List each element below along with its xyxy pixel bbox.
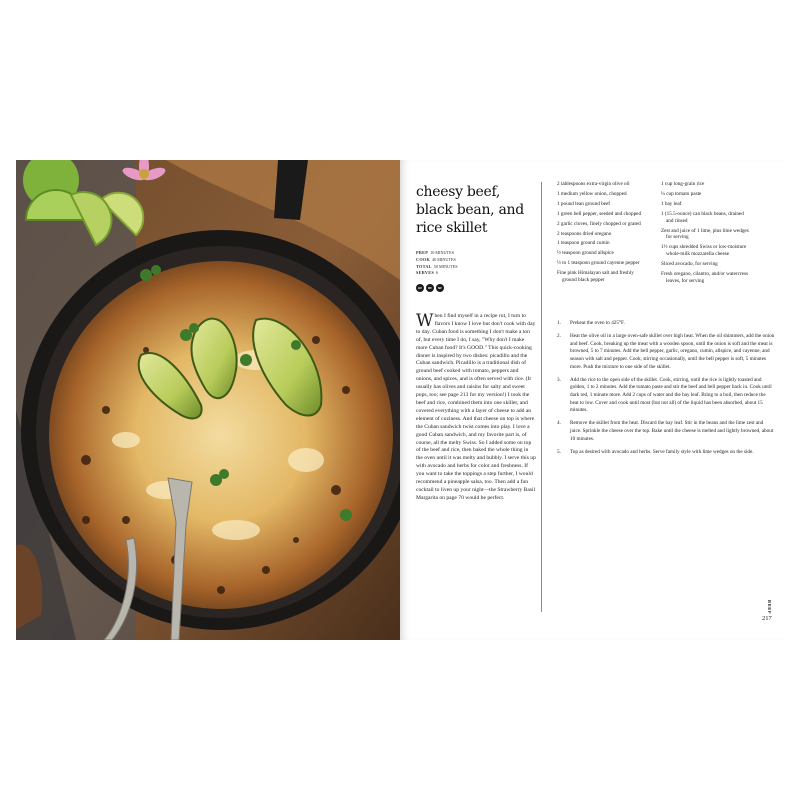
total-time: TOTAL 50 MINUTES xyxy=(416,263,458,269)
step xyxy=(557,333,775,371)
page-number: 217 xyxy=(762,615,772,622)
step-number: 2. xyxy=(557,333,561,340)
dropcap: W xyxy=(416,311,434,331)
food-photo xyxy=(16,160,400,640)
dietary-badges xyxy=(416,284,444,292)
step-text: Top as desired with avocado and herbs. Serve family style with lime wedges on the side. xyxy=(570,448,754,455)
dietary-badge-icon: NF xyxy=(438,286,442,290)
step xyxy=(557,320,775,328)
headnote-text: hen I find myself in a recipe rut, I turn to flavors I know I love but don't cook with day to day. Cuban food is something I don't make a ton of, but every time I do, I say, "Why don't I make more Cuban food? It's GOOD." This quick-cooking dinner is inspired by two dishes: picadillo and the Cuban sandwich. Picadillo is a traditional dish of ground beef cooked with tomato, peppers and onions, and spices, and is often served with rice. (It usually has olives and raisins for salty and sweet pops, too; see page 213 for my version!) I took the beef and rice, combined them into one skillet, and covered everything with a layer of cheese to add an element of coziness. And that cheese on top is where the Cuban sandwich twist comes into play. I love a good Cuban sandwich, and my favorite part is, of course, all the melty Swiss. So I added some on top of the beef and rice, then baked the whole thing in the oven until it was melty and bubbly. I serve this up with avocado and herbs for color and freshness. If you want to take the toppings a step further, I would recommend a pineapple salsa, too. Then add a fun cocktail to liven up your night—the Strawberry Basil Margarita on page 70 would be perfect. xyxy=(416,313,536,501)
step-text: Add the rice to the open side of the skillet. Cook, stirring, until the rice is lightly toasted and golden, 1 to 2 minutes. Add the tomato paste and stir the beef and bell pepper back in. Cook until dark red, 1 minute more. Add 2 cups of water and the bay leaf. Bring to a boil, then reduce the heat to low. Cover and cook until most (but not all) of the liquid has been absorbed, about 15 minutes. xyxy=(570,376,772,414)
column-divider xyxy=(541,182,542,612)
step-number: 1. xyxy=(557,320,561,326)
step-number: 4. xyxy=(557,420,561,427)
step xyxy=(557,449,775,457)
ingredient-item: Zest and juice of 1 lime, plus lime wedges for serving xyxy=(661,227,749,241)
ingredient-item: 2 garlic cloves, finely chopped or grated xyxy=(557,220,641,227)
headnote xyxy=(416,313,536,503)
ingredient-item: 1 medium yellow onion, chopped xyxy=(557,190,627,197)
recipe-title: cheesy beef, black bean, and rice skillet xyxy=(416,184,524,236)
cookbook-spread xyxy=(16,160,784,640)
ingredients-column-2 xyxy=(661,181,749,288)
ingredient-item: 1 pound lean ground beef xyxy=(557,200,611,207)
dietary-badge-icon: DF xyxy=(428,286,432,290)
step-text: Remove the skillet from the heat. Discard the bay leaf. Stir in the beans and the lime zest and juice. Sprinkle the cheese over the top. Bake until the cheese is melted and lightly browned, about 10 minutes. xyxy=(570,420,774,442)
ingredient-item: 1 green bell pepper, seeded and chopped xyxy=(557,210,642,217)
step xyxy=(557,420,775,443)
skillet-photo-illustration xyxy=(16,160,400,640)
ingredient-item: 2 tablespoons extra-virgin olive oil xyxy=(557,181,630,187)
dietary-badge-icon: GF xyxy=(417,286,423,290)
serves: SERVES 6 xyxy=(416,270,439,276)
ingredient-item: 1 bay leaf xyxy=(661,200,682,207)
recipe-times xyxy=(416,250,458,277)
prep-time: PREP 10 MINUTES xyxy=(416,250,454,255)
ingredient-item: Fine pink Himalayan salt and freshly ground black pepper xyxy=(557,270,634,284)
step-text: Heat the olive oil in a large oven-safe skillet over high heat. When the oil shimmers, add the onion and beef. Cook, breaking up the meat with a wooden spoon, until the onion is soft and the meat is browned, 5 to 7 minutes. Add the bell pepper, garlic, oregano, cumin, allspice, and cayenne, and season with salt and pepper. Cook, stirring occasionally, until the bell pepper is soft, 5 minutes more. Push the mixture to one side of the skillet. xyxy=(570,333,775,370)
ingredient-item: ¼ cup tomato paste xyxy=(661,190,702,197)
recipe-page xyxy=(400,160,784,640)
ingredient-item: 1 (15.5-ounce) can black beans, drained and rinsed xyxy=(661,210,744,224)
ingredients-column-1 xyxy=(557,181,649,287)
step-number: 5. xyxy=(557,448,561,455)
section-label: BEEF xyxy=(767,600,772,615)
ingredient-item: 1½ cups shredded Swiss or low-moisture whole-milk mozzarella cheese xyxy=(661,244,747,258)
ingredient-item: Fresh oregano, cilantro, and/or watercress leaves, for serving xyxy=(661,271,749,284)
ingredient-item: 2 teaspoons dried oregano xyxy=(557,230,612,237)
ingredient-item: ½ teaspoon ground allspice xyxy=(557,250,614,257)
step-text: Preheat the oven to 425°F. xyxy=(570,320,625,326)
ingredient-item: ½ to 1 teaspoon ground cayenne pepper xyxy=(557,260,640,267)
method-steps xyxy=(557,320,775,462)
step-number: 3. xyxy=(557,376,561,383)
step xyxy=(557,377,775,415)
ingredient-item: 1 teaspoon ground cumin xyxy=(557,240,610,247)
ingredient-item: Sliced avocado, for serving xyxy=(661,261,718,268)
cook-time: COOK 40 MINUTES xyxy=(416,256,456,262)
ingredient-item: 1 cup long-grain rice xyxy=(661,181,705,187)
